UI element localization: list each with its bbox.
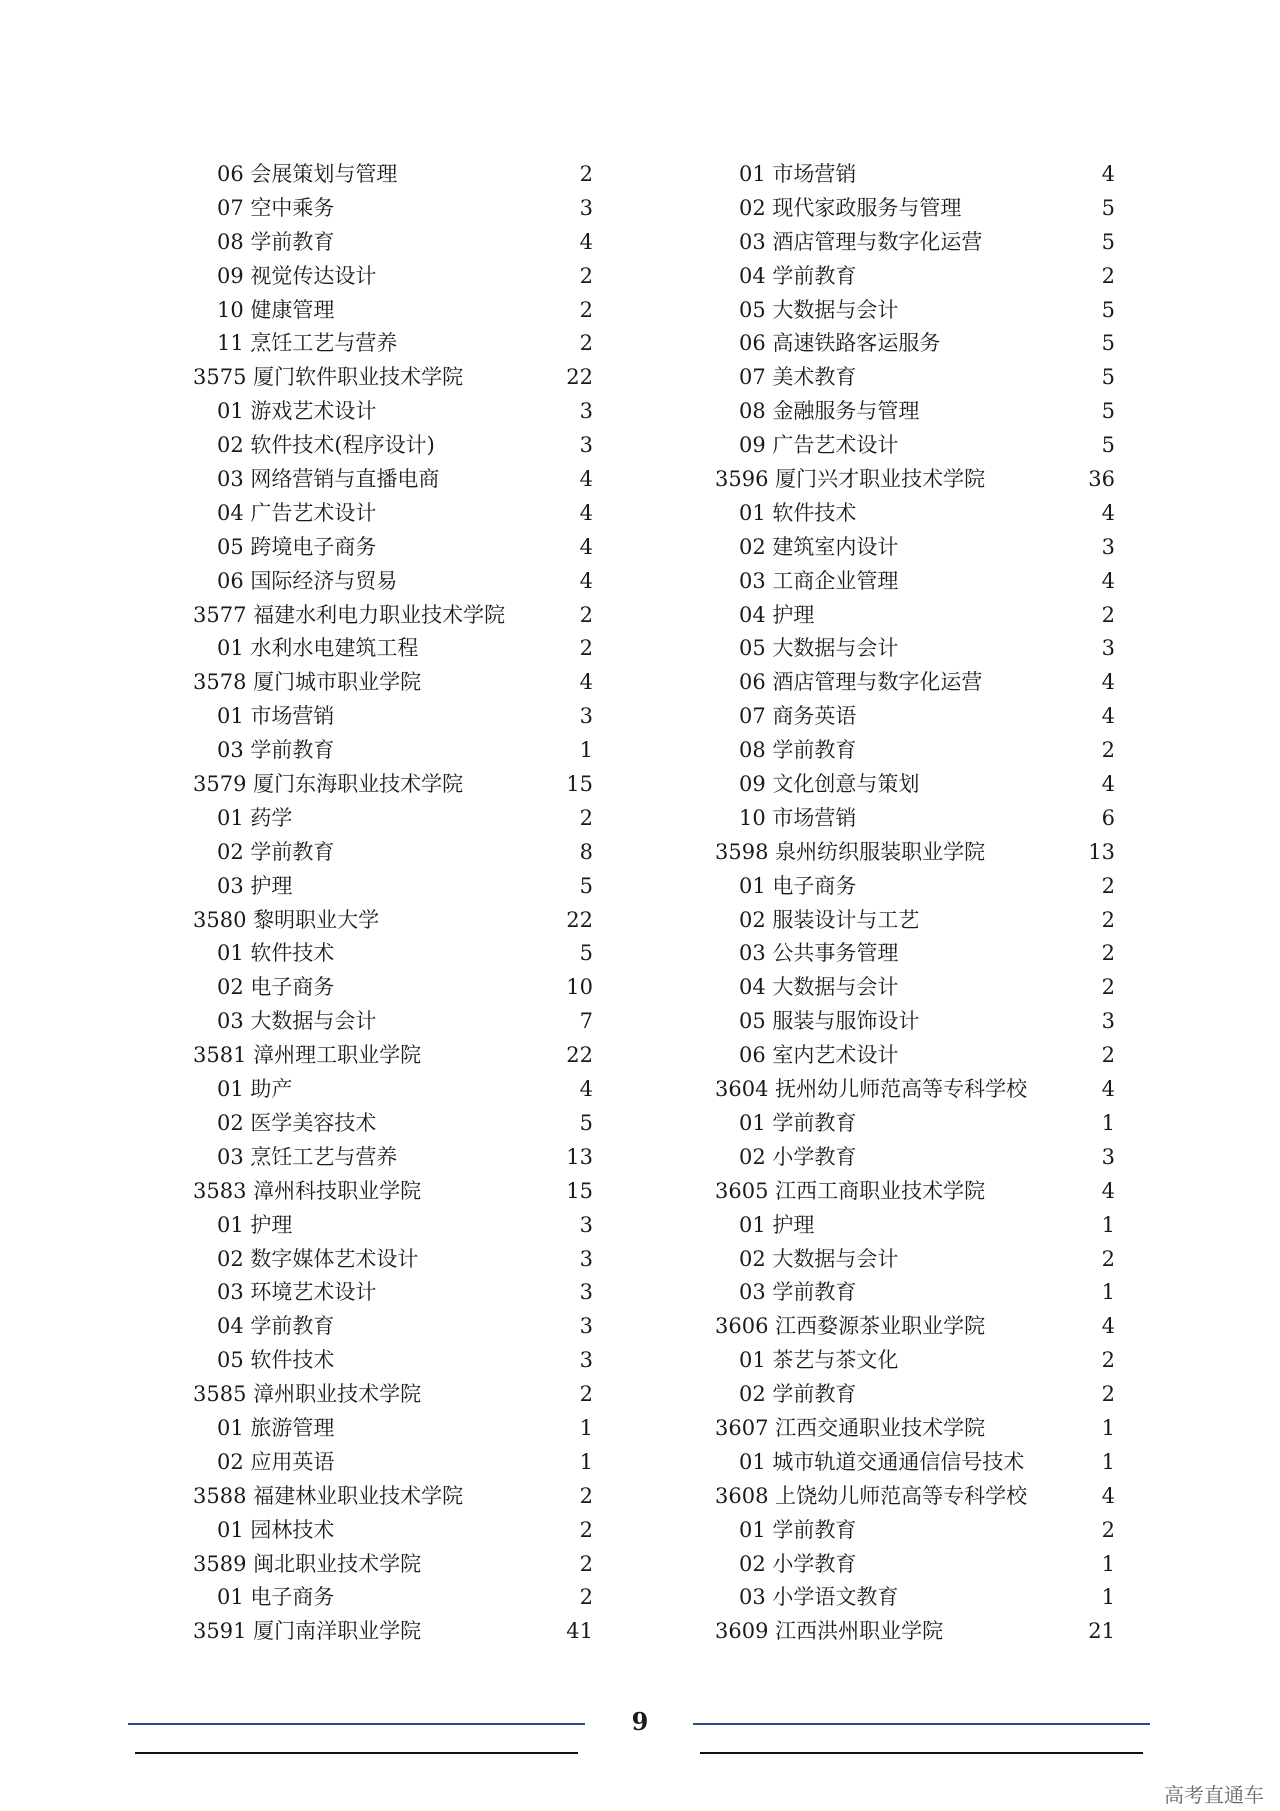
school-row [715, 1175, 1115, 1209]
enrollment-count: 5 [1101, 229, 1115, 254]
footer-rule-left [128, 1723, 585, 1725]
enrollment-count: 4 [1101, 704, 1115, 729]
major-name: 03 烹饪工艺与营养 [217, 1144, 398, 1169]
enrollment-count: 3 [579, 1348, 593, 1373]
enrollment-count: 5 [579, 873, 593, 898]
school-row [715, 836, 1115, 870]
major-name: 02 现代家政服务与管理 [739, 195, 962, 220]
major-name: 06 会展策划与管理 [217, 162, 398, 186]
major-name: 06 国际经济与贸易 [217, 568, 398, 593]
major-name: 07 美术教育 [739, 365, 857, 390]
enrollment-count: 13 [1088, 839, 1115, 864]
enrollment-count: 41 [566, 1619, 593, 1644]
enrollment-count: 2 [579, 1585, 593, 1610]
school-row [193, 1378, 593, 1412]
major-name: 07 商务英语 [739, 704, 857, 729]
major-name: 05 软件技术 [217, 1348, 335, 1373]
major-name: 08 金融服务与管理 [739, 399, 920, 424]
major-row [193, 1005, 593, 1039]
major-name: 01 旅游管理 [217, 1415, 335, 1440]
major-name: 01 市场营销 [739, 162, 857, 186]
enrollment-count: 2 [579, 602, 593, 627]
major-name: 02 建筑室内设计 [739, 534, 899, 559]
enrollment-count: 3 [579, 1212, 593, 1237]
enrollment-count: 2 [1101, 873, 1115, 898]
major-row [193, 327, 593, 361]
enrollment-count: 1 [1101, 1585, 1115, 1610]
enrollment-count: 4 [579, 1077, 593, 1102]
major-row [715, 497, 1115, 531]
major-row [193, 531, 593, 565]
enrollment-count: 2 [579, 263, 593, 288]
major-row [715, 1039, 1115, 1073]
enrollment-count: 7 [579, 1009, 593, 1034]
major-row [715, 226, 1115, 260]
enrollment-count: 4 [579, 568, 593, 593]
right-column [715, 158, 1115, 1649]
major-name: 01 护理 [739, 1212, 815, 1237]
school-row [193, 1615, 593, 1649]
major-name: 02 软件技术(程序设计) [217, 433, 435, 458]
school-name: 3575 厦门软件职业技术学院 [193, 365, 464, 390]
major-name: 02 大数据与会计 [739, 1246, 899, 1271]
enrollment-count: 2 [1101, 941, 1115, 966]
major-name: 01 市场营销 [217, 704, 335, 729]
school-name: 3591 厦门南洋职业学院 [193, 1619, 422, 1644]
enrollment-count: 5 [1101, 195, 1115, 220]
major-name: 09 视觉传达设计 [217, 263, 377, 288]
school-row [193, 768, 593, 802]
major-row [193, 1310, 593, 1344]
school-row [715, 1073, 1115, 1107]
enrollment-count: 2 [1101, 738, 1115, 763]
major-row [715, 802, 1115, 836]
enrollment-count: 22 [566, 365, 593, 390]
major-row [193, 395, 593, 429]
enrollment-count: 2 [579, 1517, 593, 1542]
enrollment-count: 3 [579, 704, 593, 729]
major-name: 06 室内艺术设计 [739, 1043, 899, 1068]
school-name: 3606 江西婺源茶业职业学院 [715, 1314, 986, 1339]
major-name: 04 学前教育 [739, 263, 857, 288]
enrollment-count: 3 [1101, 534, 1115, 559]
major-name: 06 酒店管理与数字化运营 [739, 670, 983, 695]
enrollment-count: 3 [579, 399, 593, 424]
school-name: 3577 福建水利电力职业技术学院 [193, 602, 506, 627]
left-column [193, 158, 593, 1649]
major-name: 01 水利水电建筑工程 [217, 636, 419, 661]
enrollment-count: 4 [1101, 772, 1115, 797]
major-row [715, 768, 1115, 802]
major-name: 09 广告艺术设计 [739, 433, 899, 458]
enrollment-count: 2 [579, 1551, 593, 1576]
major-row [193, 734, 593, 768]
enrollment-count: 5 [1101, 399, 1115, 424]
major-row [193, 429, 593, 463]
enrollment-count: 1 [1101, 1551, 1115, 1576]
major-row [193, 1412, 593, 1446]
major-row [193, 1276, 593, 1310]
major-row [715, 666, 1115, 700]
major-row [715, 870, 1115, 904]
major-name: 01 城市轨道交通通信信号技术 [739, 1449, 1025, 1474]
major-row [715, 599, 1115, 633]
enrollment-count: 4 [1101, 568, 1115, 593]
major-name: 04 广告艺术设计 [217, 500, 377, 525]
enrollment-count: 4 [579, 229, 593, 254]
school-row [715, 463, 1115, 497]
enrollment-count: 2 [1101, 1348, 1115, 1373]
enrollment-count: 1 [1101, 1415, 1115, 1440]
major-row [193, 1141, 593, 1175]
enrollment-count: 3 [579, 1314, 593, 1339]
major-name: 02 服装设计与工艺 [739, 907, 920, 932]
enrollment-count: 5 [1101, 331, 1115, 356]
major-row [193, 1514, 593, 1548]
enrollment-count: 1 [1101, 1449, 1115, 1474]
major-row [193, 1107, 593, 1141]
major-name: 04 护理 [739, 602, 815, 627]
major-row [715, 1514, 1115, 1548]
major-row [193, 565, 593, 599]
major-name: 05 服装与服饰设计 [739, 1009, 920, 1034]
school-name: 3605 江西工商职业技术学院 [715, 1178, 986, 1203]
enrollment-count: 6 [1101, 805, 1115, 830]
school-name: 3589 闽北职业技术学院 [193, 1551, 422, 1576]
enrollment-count: 1 [579, 1415, 593, 1440]
enrollment-count: 2 [1101, 975, 1115, 1000]
major-row [715, 1581, 1115, 1615]
enrollment-count: 2 [1101, 907, 1115, 932]
school-row [193, 666, 593, 700]
major-name: 01 电子商务 [739, 873, 857, 898]
enrollment-count: 4 [1101, 500, 1115, 525]
major-name: 03 小学语文教育 [739, 1585, 899, 1610]
major-name: 07 空中乘务 [217, 195, 335, 220]
major-name: 06 高速铁路客运服务 [739, 331, 941, 356]
enrollment-count: 3 [579, 195, 593, 220]
major-row [193, 836, 593, 870]
major-name: 03 学前教育 [217, 738, 335, 763]
major-row [193, 1581, 593, 1615]
major-row [715, 904, 1115, 938]
enrollment-count: 21 [1088, 1619, 1115, 1644]
major-name: 04 大数据与会计 [739, 975, 899, 1000]
major-row [193, 700, 593, 734]
enrollment-count: 4 [1101, 1178, 1115, 1203]
major-row [193, 226, 593, 260]
major-name: 03 环境艺术设计 [217, 1280, 377, 1305]
major-row [715, 531, 1115, 565]
enrollment-count: 36 [1088, 467, 1115, 492]
major-row [715, 260, 1115, 294]
major-name: 10 健康管理 [217, 297, 335, 322]
school-row [193, 1039, 593, 1073]
page-number: 9 [631, 1707, 649, 1736]
enrollment-count: 2 [1101, 263, 1115, 288]
major-name: 01 游戏艺术设计 [217, 399, 377, 424]
major-name: 03 护理 [217, 873, 293, 898]
major-row [715, 937, 1115, 971]
major-row [715, 327, 1115, 361]
school-name: 3579 厦门东海职业技术学院 [193, 772, 464, 797]
major-name: 01 学前教育 [739, 1110, 857, 1135]
watermark: 高考直通车 [1164, 1783, 1264, 1807]
enrollment-count: 4 [1101, 162, 1115, 186]
footer-rule-right [693, 1723, 1150, 1725]
school-name: 3583 漳州科技职业学院 [193, 1178, 422, 1203]
enrollment-count: 2 [1101, 602, 1115, 627]
major-name: 10 市场营销 [739, 805, 857, 830]
major-name: 08 学前教育 [217, 229, 335, 254]
major-row [193, 971, 593, 1005]
major-row [715, 1005, 1115, 1039]
enrollment-count: 1 [579, 1449, 593, 1474]
major-name: 11 烹饪工艺与营养 [217, 331, 398, 356]
major-row [193, 1209, 593, 1243]
major-name: 01 药学 [217, 805, 293, 830]
major-name: 05 大数据与会计 [739, 636, 899, 661]
major-name: 03 酒店管理与数字化运营 [739, 229, 983, 254]
major-row [715, 158, 1115, 192]
major-name: 01 软件技术 [739, 500, 857, 525]
school-row [193, 1480, 593, 1514]
major-name: 01 电子商务 [217, 1585, 335, 1610]
enrollment-count: 4 [1101, 670, 1115, 695]
enrollment-count: 1 [579, 738, 593, 763]
school-name: 3604 抚州幼儿师范高等专科学校 [715, 1077, 1028, 1102]
enrollment-count: 1 [1101, 1212, 1115, 1237]
school-row [193, 361, 593, 395]
enrollment-count: 2 [1101, 1246, 1115, 1271]
major-row [715, 294, 1115, 328]
enrollment-count: 4 [579, 467, 593, 492]
enrollment-count: 4 [579, 534, 593, 559]
major-row [715, 971, 1115, 1005]
enrollment-count: 5 [1101, 433, 1115, 458]
school-name: 3588 福建林业职业技术学院 [193, 1483, 464, 1508]
major-row [193, 1243, 593, 1277]
major-name: 01 助产 [217, 1077, 293, 1102]
enrollment-count: 2 [579, 162, 593, 186]
major-name: 01 护理 [217, 1212, 293, 1237]
major-row [715, 632, 1115, 666]
major-name: 09 文化创意与策划 [739, 772, 920, 797]
enrollment-count: 2 [1101, 1382, 1115, 1407]
school-row [193, 599, 593, 633]
enrollment-count: 2 [579, 331, 593, 356]
enrollment-count: 4 [1101, 1483, 1115, 1508]
major-name: 03 学前教育 [739, 1280, 857, 1305]
enrollment-count: 3 [1101, 1009, 1115, 1034]
enrollment-count: 4 [1101, 1314, 1115, 1339]
school-name: 3580 黎明职业大学 [193, 907, 380, 932]
school-name: 3607 江西交通职业技术学院 [715, 1415, 986, 1440]
enrollment-count: 5 [1101, 297, 1115, 322]
major-row [193, 1073, 593, 1107]
major-row [715, 1344, 1115, 1378]
major-row [193, 632, 593, 666]
major-row [193, 870, 593, 904]
major-row [715, 1276, 1115, 1310]
school-name: 3596 厦门兴才职业技术学院 [715, 467, 986, 492]
enrollment-count: 3 [579, 1280, 593, 1305]
major-name: 02 医学美容技术 [217, 1110, 377, 1135]
major-name: 01 学前教育 [739, 1517, 857, 1542]
major-name: 01 软件技术 [217, 941, 335, 966]
school-row [715, 1615, 1115, 1649]
major-row [715, 1378, 1115, 1412]
major-name: 05 大数据与会计 [739, 297, 899, 322]
school-row [193, 1175, 593, 1209]
major-name: 04 学前教育 [217, 1314, 335, 1339]
major-row [715, 1209, 1115, 1243]
major-row [193, 158, 593, 192]
enrollment-count: 4 [579, 500, 593, 525]
major-name: 03 网络营销与直播电商 [217, 467, 440, 492]
major-row [715, 361, 1115, 395]
major-name: 01 园林技术 [217, 1517, 335, 1542]
major-name: 02 小学教育 [739, 1551, 857, 1576]
major-row [193, 497, 593, 531]
school-row [715, 1412, 1115, 1446]
footer-rule-right-lower [700, 1752, 1143, 1754]
enrollment-count: 2 [579, 636, 593, 661]
major-name: 02 小学教育 [739, 1144, 857, 1169]
major-name: 01 茶艺与茶文化 [739, 1348, 899, 1373]
enrollment-count: 5 [579, 1110, 593, 1135]
major-row [193, 294, 593, 328]
enrollment-count: 3 [1101, 1144, 1115, 1169]
school-name: 3585 漳州职业技术学院 [193, 1382, 422, 1407]
school-name: 3578 厦门城市职业学院 [193, 670, 422, 695]
major-row [715, 395, 1115, 429]
major-name: 02 学前教育 [739, 1382, 857, 1407]
major-row [193, 937, 593, 971]
major-row [715, 1446, 1115, 1480]
enrollment-count: 13 [566, 1144, 593, 1169]
school-row [715, 1480, 1115, 1514]
major-name: 03 公共事务管理 [739, 941, 899, 966]
enrollment-count: 3 [579, 433, 593, 458]
major-row [193, 192, 593, 226]
enrollment-count: 5 [579, 941, 593, 966]
enrollment-count: 1 [1101, 1280, 1115, 1305]
enrollment-count: 2 [579, 805, 593, 830]
major-row [715, 1548, 1115, 1582]
footer-rule-left-lower [135, 1752, 578, 1754]
school-row [715, 1310, 1115, 1344]
major-name: 03 工商企业管理 [739, 568, 899, 593]
school-row [193, 1548, 593, 1582]
school-name: 3581 漳州理工职业学院 [193, 1043, 422, 1068]
major-row [193, 1446, 593, 1480]
major-name: 02 学前教育 [217, 839, 335, 864]
enrollment-count: 4 [1101, 1077, 1115, 1102]
major-row [715, 429, 1115, 463]
enrollment-count: 22 [566, 1043, 593, 1068]
school-name: 3608 上饶幼儿师范高等专科学校 [715, 1483, 1028, 1508]
enrollment-count: 15 [566, 1178, 593, 1203]
major-name: 02 应用英语 [217, 1449, 335, 1474]
enrollment-count: 3 [1101, 636, 1115, 661]
enrollment-count: 1 [1101, 1110, 1115, 1135]
school-name: 3598 泉州纺织服装职业学院 [715, 839, 986, 864]
enrollment-count: 5 [1101, 365, 1115, 390]
major-row [715, 734, 1115, 768]
enrollment-count: 4 [579, 670, 593, 695]
major-name: 02 数字媒体艺术设计 [217, 1246, 419, 1271]
school-row [193, 904, 593, 938]
enrollment-count: 2 [579, 297, 593, 322]
enrollment-count: 3 [579, 1246, 593, 1271]
major-row [715, 1107, 1115, 1141]
enrollment-count: 2 [1101, 1043, 1115, 1068]
school-name: 3609 江西洪州职业学院 [715, 1619, 944, 1644]
enrollment-count: 2 [579, 1483, 593, 1508]
major-row [193, 260, 593, 294]
major-name: 08 学前教育 [739, 738, 857, 763]
enrollment-count: 22 [566, 907, 593, 932]
major-row [193, 463, 593, 497]
enrollment-count: 10 [566, 975, 593, 1000]
major-row [715, 700, 1115, 734]
major-row [193, 1344, 593, 1378]
major-row [715, 192, 1115, 226]
major-name: 05 跨境电子商务 [217, 534, 377, 559]
major-name: 03 大数据与会计 [217, 1009, 377, 1034]
major-row [193, 802, 593, 836]
enrollment-count: 2 [579, 1382, 593, 1407]
enrollment-count: 8 [579, 839, 593, 864]
major-row [715, 1243, 1115, 1277]
enrollment-count: 2 [1101, 1517, 1115, 1542]
enrollment-count: 15 [566, 772, 593, 797]
major-name: 02 电子商务 [217, 975, 335, 1000]
major-row [715, 565, 1115, 599]
major-row [715, 1141, 1115, 1175]
